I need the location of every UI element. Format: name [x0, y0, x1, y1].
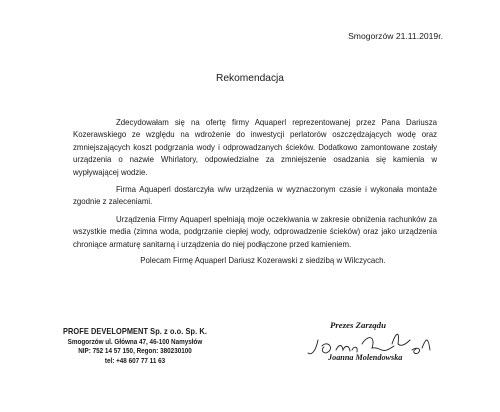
stamp-address: Smogorzów ul. Główna 47, 46-100 Namysłów — [67, 336, 203, 346]
body-paragraph: Zdecydowałam się na ofertę firmy Aquaperl reprezentowanej przez Pana Dariusza Kozerawskiego ze względu na wdrożenie do inwestycji perlatorów oszczędzających wodę oraz zmniejszających koszt podgrzania wody i odprowadzanych ścieków. Dodatkowo zamontowane zostały urządzenia o nazwie Whirlatory, odpowiedzialne za zmniejszenie osadzania się kamienia w wypływającej wodzie. — [73, 118, 437, 177]
body-paragraph: Firma Aquaperl dostarczyła w/w urządzenia w wyznaczonym czasie i wykonała montaże zgodnie z zaleceniami. — [73, 185, 437, 207]
signature-name: Joanna Molendowska — [328, 353, 403, 362]
letter-date: Smogorzów 21.11.2019r. — [348, 31, 443, 41]
signature-role: Prezes Zarządu — [330, 320, 386, 330]
stamp-phone: tel: +48 607 77 11 63 — [104, 355, 166, 365]
signature-block — [288, 320, 458, 370]
company-stamp — [40, 327, 230, 365]
body-paragraph: Urządzenia Firmy Aquaperl spełniają moje oczekiwania w zakresie obniżenia rachunków za wszystkie media (zimna woda, podgrzanie ciepłej wody, odprowadzenie ścieków) oraz jako urządzenia chroniące armaturę sanitarną i urządzenia do niej podłączone przed kamieniem. — [73, 214, 437, 249]
letter-title: Rekomendacja — [216, 73, 284, 84]
stamp-ids: NIP: 752 14 57 150, Regon: 380230100 — [78, 346, 192, 356]
letter-body — [73, 117, 437, 251]
handwritten-signature — [288, 320, 458, 370]
stamp-company: PROFE DEVELOPMENT Sp. z o.o. Sp. K. — [63, 326, 207, 336]
letter-closing: Polecam Firmę Aquaperl Dariusz Kozerawski z siedzibą w Wilczycach. — [140, 256, 386, 265]
